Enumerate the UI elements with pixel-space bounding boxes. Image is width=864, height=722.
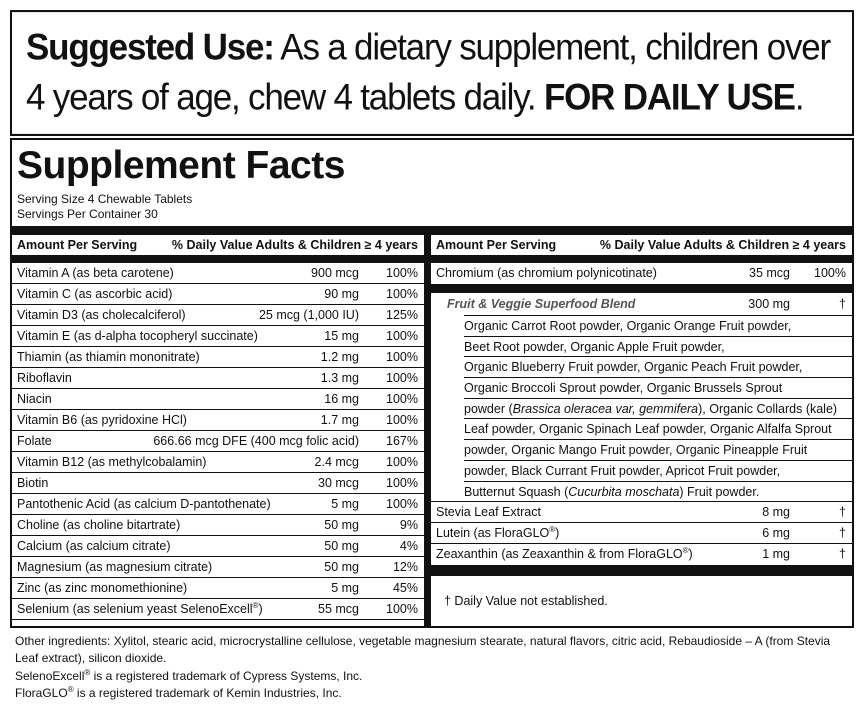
nutrient-dv: 125%: [386, 308, 418, 322]
nutrient-row: [12, 515, 424, 536]
nutrient-amount: 50 mg: [324, 518, 359, 532]
serving-size: Serving Size 4 Chewable Tablets: [17, 192, 193, 206]
servings-per-container: Servings Per Container 30: [17, 207, 158, 221]
nutrient-dv: 100%: [386, 350, 418, 364]
nutrient-dv: 100%: [386, 476, 418, 490]
nutrient-amount: 50 mg: [324, 539, 359, 553]
nutrient-row: [12, 326, 424, 347]
nutrient-amount: 35 mcg: [749, 266, 790, 280]
nutrient-name: Calcium (as calcium citrate): [17, 539, 171, 553]
nutrient-dv: 100%: [386, 497, 418, 511]
nutrient-name: Lutein (as FloraGLO®): [436, 525, 560, 541]
nutrient-name: Niacin: [17, 392, 52, 406]
nutrient-row: [12, 452, 424, 473]
nutrient-dv: †: [839, 526, 846, 541]
nutrient-amount: 1 mg: [762, 547, 790, 562]
nutrient-dv: 100%: [386, 413, 418, 427]
nutrient-row: [12, 347, 424, 368]
nutrient-row: [12, 599, 424, 620]
nutrient-dv: 9%: [399, 518, 418, 532]
nutrient-name: Choline (as choline bitartrate): [17, 518, 181, 532]
nutrient-row: [12, 263, 424, 284]
trademark-selenoexcell: SelenoExcell® is a registered trademark of Cypress Systems, Inc.: [15, 667, 363, 683]
amount-per-serving-header: Amount Per Serving: [436, 238, 557, 252]
nutrient-amount: 90 mg: [324, 287, 359, 301]
blend-line: powder, Organic Mango Fruit powder, Organic Pineapple Fruit: [464, 439, 852, 460]
nutrient-amount: 1.7 mg: [320, 413, 359, 427]
nutrient-amount: 1.3 mg: [320, 371, 359, 385]
nutrient-name: Pantothenic Acid (as calcium D-pantothenate): [17, 497, 271, 511]
amount-per-serving-header: Amount Per Serving: [17, 238, 138, 252]
nutrient-dv: 100%: [386, 392, 418, 406]
nutrient-row: [12, 473, 424, 494]
nutrient-dv: †: [839, 505, 846, 520]
nutrient-dv: 100%: [386, 455, 418, 469]
nutrient-row: [12, 578, 424, 599]
section-rule: [431, 565, 852, 576]
supplement-facts-panel: [10, 138, 854, 628]
suggested-use-label: Suggested Use:: [26, 26, 274, 68]
nutrient-name: Zinc (as zinc monomethionine): [17, 581, 188, 595]
nutrient-dv: 100%: [386, 266, 418, 280]
suggested-use-box: [10, 10, 854, 136]
nutrient-name: Thiamin (as thiamin mononitrate): [17, 350, 200, 364]
daily-value-header: % Daily Value Adults & Children ≥ 4 years: [171, 238, 418, 252]
suggested-use-text: As a dietary supplement, children over 4 years of age, chew 4 tablets daily.: [26, 26, 831, 119]
nutrient-row: [12, 536, 424, 557]
blend-line: Beet Root powder, Organic Apple Fruit powder,: [464, 336, 852, 357]
header-rule: [431, 255, 852, 263]
nutrient-dv: 100%: [386, 287, 418, 301]
nutrient-name: Riboflavin: [17, 371, 72, 385]
nutrient-amount: 6 mg: [762, 526, 790, 541]
other-ingredients: Other ingredients: Xylitol, stearic acid, microcrystalline cellulose, vegetable magnesium stearate, natural flavors, citric acid, Rebaudioside – A (from Stevia Leaf extract), silicon dioxide.: [15, 634, 831, 666]
blend-line: Organic Carrot Root powder, Organic Orange Fruit powder,: [464, 315, 852, 336]
nutrient-amount: 900 mcg: [311, 266, 359, 280]
daily-value-header: % Daily Value Adults & Children ≥ 4 years: [599, 238, 846, 252]
nutrient-amount: 5 mg: [331, 581, 359, 595]
header-rule: [12, 255, 424, 263]
nutrient-amount: 16 mg: [324, 392, 359, 406]
nutrient-row: [12, 305, 424, 326]
nutrient-row: [431, 523, 852, 544]
blend-line: Organic Blueberry Fruit powder, Organic Peach Fruit powder,: [464, 356, 852, 377]
nutrient-row: [431, 544, 852, 565]
nutrient-amount: 1.2 mg: [320, 350, 359, 364]
suggested-use-end: .: [794, 77, 804, 119]
nutrient-name: Vitamin A (as beta carotene): [17, 266, 174, 280]
right-nutrient-list: [431, 501, 852, 565]
blend-amount: 300 mg: [748, 297, 790, 311]
nutrient-amount: 5 mg: [331, 497, 359, 511]
nutrient-row: [12, 368, 424, 389]
nutrient-name: Vitamin D3 (as cholecalciferol): [17, 308, 186, 322]
nutrient-amount: 666.66 mcg DFE (400 mcg folic acid): [153, 434, 359, 448]
left-nutrient-list: [12, 263, 424, 620]
nutrient-dv: 100%: [386, 371, 418, 385]
nutrient-dv: 45%: [392, 581, 418, 595]
blend-ingredient-list: [431, 315, 852, 501]
nutrient-amount: 55 mcg: [318, 602, 359, 616]
footnote: † Daily Value not established.: [444, 594, 608, 608]
blend-line: Butternut Squash (Cucurbita moschata) Fruit powder.: [464, 481, 852, 502]
nutrient-row: [12, 431, 424, 452]
nutrient-amount: 25 mcg (1,000 IU): [258, 308, 359, 322]
nutrient-amount: 8 mg: [762, 505, 790, 520]
nutrient-name: Vitamin C (as ascorbic acid): [17, 287, 173, 301]
blend-dv: †: [839, 297, 846, 311]
nutrient-name: Vitamin E (as d-alpha tocopheryl succinate): [17, 329, 258, 343]
nutrient-amount: 30 mcg: [318, 476, 359, 490]
nutrient-name: Chromium (as chromium polynicotinate): [436, 266, 657, 280]
left-header: [12, 235, 424, 255]
blend-line: Leaf powder, Organic Spinach Leaf powder, Organic Alfalfa Sprout: [464, 418, 852, 439]
nutrient-row: [12, 494, 424, 515]
nutrient-name: Folate: [17, 434, 52, 448]
nutrient-row: [12, 410, 424, 431]
nutrient-row: [12, 389, 424, 410]
right-column: [431, 235, 852, 608]
nutrient-dv: 4%: [399, 539, 418, 553]
nutrient-dv: 12%: [392, 560, 418, 574]
section-rule: [431, 284, 852, 293]
left-column: [12, 235, 424, 620]
nutrient-row: [12, 557, 424, 578]
nutrient-name: Stevia Leaf Extract: [436, 505, 541, 520]
right-header: [431, 235, 852, 255]
nutrient-name: Biotin: [17, 476, 49, 490]
nutrient-name: Vitamin B6 (as pyridoxine HCl): [17, 413, 187, 427]
nutrient-dv: 100%: [386, 602, 418, 616]
nutrient-dv: 167%: [386, 434, 418, 448]
blend-name: Fruit & Veggie Superfood Blend: [447, 297, 636, 311]
footer: [15, 633, 855, 702]
nutrient-amount: 15 mg: [324, 329, 359, 343]
nutrient-dv: †: [839, 547, 846, 562]
column-divider: [424, 235, 431, 628]
nutrient-row-chromium: [431, 263, 852, 284]
nutrient-amount: 2.4 mcg: [314, 455, 359, 469]
nutrient-dv: 100%: [814, 266, 846, 280]
nutrient-name: Zeaxanthin (as Zeaxanthin & from FloraGLO®): [436, 546, 693, 562]
nutrient-dv: 100%: [386, 329, 418, 343]
blend-header: [431, 293, 852, 315]
facts-title: Supplement Facts: [17, 144, 345, 187]
blend-line: powder (Brassica oleracea var, gemmifera), Organic Collards (kale): [464, 398, 852, 419]
daily-use-emphasis: FOR DAILY USE: [543, 77, 795, 119]
trademark-floraglo: FloraGLO® is a registered trademark of Kemin Industries, Inc.: [15, 684, 342, 700]
blend-line: Organic Broccoli Sprout powder, Organic Brussels Sprout: [464, 377, 852, 398]
nutrient-row: [12, 284, 424, 305]
nutrient-row: [431, 502, 852, 523]
nutrient-name: Magnesium (as magnesium citrate): [17, 560, 213, 574]
nutrient-name: Vitamin B12 (as methylcobalamin): [17, 455, 207, 469]
blend-line: powder, Black Currant Fruit powder, Apricot Fruit powder,: [464, 460, 852, 481]
nutrient-amount: 50 mg: [324, 560, 359, 574]
thick-rule: [12, 226, 852, 235]
nutrient-name: Selenium (as selenium yeast SelenoExcell®): [17, 600, 263, 616]
